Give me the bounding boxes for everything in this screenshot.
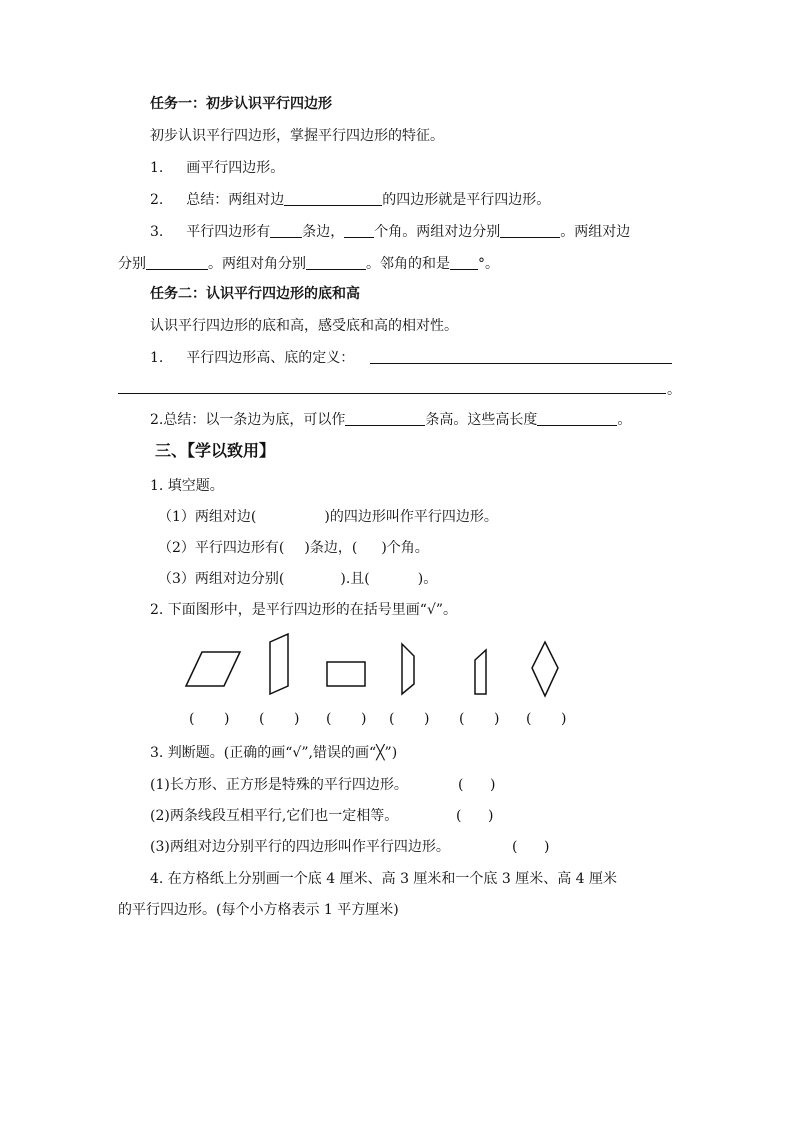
item-text: 。邻角的和是 — [366, 256, 450, 272]
item-number: 2. — [150, 192, 164, 208]
paren-close: ) — [294, 711, 300, 727]
item-text: 画平行四边形。 — [186, 160, 285, 176]
task1-item1 — [150, 158, 284, 178]
section3-title: 三、【学以致用】 — [155, 441, 276, 460]
task2-intro: 认识平行四边形的底和高，感受底和高的相对性。 — [150, 318, 458, 334]
item-text: 条高。这些高长度 — [425, 412, 538, 428]
paren-close: ) — [224, 711, 230, 727]
item-text: 个角。两组对边分别 — [374, 224, 501, 240]
fill-blank[interactable] — [345, 411, 425, 426]
paren-open: ( — [458, 777, 464, 793]
item-text: (1)长方形、正方形是特殊的平行四边形。 — [150, 777, 408, 793]
item-text: 分别 — [118, 256, 146, 272]
item-text: (3)两组对边分别平行的四边形叫作平行四边形。 — [150, 839, 450, 855]
q3-title: 3. 判断题。(正确的画“√”,错误的画“╳”) — [150, 745, 398, 761]
q1-item3 — [158, 569, 437, 589]
q3-item1 — [150, 775, 408, 795]
paren-close: ) — [361, 711, 367, 727]
q1-title: 1. 填空题。 — [150, 478, 224, 494]
task1-item2 — [150, 190, 550, 210]
item-text: °。 — [478, 256, 499, 272]
item-text: )。 — [417, 571, 438, 587]
paren-open: ( — [512, 839, 518, 855]
q4-line2: 的平行四边形。(每个小方格表示 1 平方厘米) — [118, 902, 399, 918]
task1-item3 — [150, 222, 630, 242]
item-text: (2)两条线段互相平行,它们也一定相等。 — [150, 808, 399, 824]
task2-title: 任务二：认识平行四边形的底和高 — [150, 286, 360, 302]
item-text: 条边， — [302, 224, 345, 240]
item-text: 平行四边形高、底的定义： — [186, 350, 355, 366]
q3-item3 — [150, 837, 450, 857]
q2-title: 2. 下面图形中，是平行四边形的在括号里画“√”。 — [150, 602, 458, 618]
paren-open: ( — [526, 711, 532, 727]
item-text: 。两组对边 — [560, 224, 631, 240]
fill-blank[interactable] — [450, 255, 478, 270]
paren-close: ) — [490, 777, 496, 793]
fill-blank[interactable] — [537, 411, 617, 426]
fill-blank[interactable] — [146, 255, 208, 270]
task1-title: 任务一：初步认识平行四边形 — [150, 96, 332, 112]
item-text: ).且( — [340, 571, 370, 587]
item-text: 平行四边形有 — [186, 224, 271, 240]
task2-item2 — [150, 410, 631, 430]
shape-trapezoid — [402, 644, 414, 694]
item-text: 2.总结：以一条边为底，可以作 — [150, 412, 346, 428]
paren-close: ) — [544, 839, 550, 855]
item-text: 。两组对角分别 — [208, 256, 306, 272]
item-text: )个角。 — [381, 540, 429, 556]
item-number: 1. — [150, 160, 164, 176]
item-text: )条边，( — [304, 540, 358, 556]
paren-open: ( — [326, 711, 332, 727]
paren-close: ) — [424, 711, 430, 727]
fill-blank[interactable] — [344, 223, 374, 238]
q1-item1 — [158, 507, 498, 527]
item-text: 。 — [617, 412, 632, 428]
fill-blank[interactable] — [270, 223, 302, 238]
q3-item2 — [150, 806, 398, 826]
period: 。 — [667, 382, 681, 398]
item-text: （1）两组对边( — [158, 509, 257, 525]
item-number: 1. — [150, 350, 164, 366]
paren-close: ) — [494, 711, 500, 727]
shape-parallelogram-tall — [270, 634, 288, 694]
paren-open: ( — [189, 711, 195, 727]
paren-open: ( — [459, 711, 465, 727]
paren-open: ( — [456, 808, 462, 824]
item-text: （2）平行四边形有( — [158, 540, 285, 556]
item-text: )的四边形叫作平行四边形。 — [324, 509, 498, 525]
fill-blank[interactable] — [306, 255, 366, 270]
definition-blank-line2[interactable] — [118, 393, 666, 394]
fill-blank[interactable] — [500, 223, 560, 238]
paren-open: ( — [389, 711, 395, 727]
fill-blank[interactable] — [284, 191, 382, 206]
shape-parallelogram-wide — [186, 652, 240, 686]
paren-open: ( — [259, 711, 265, 727]
item-text: （3）两组对边分别( — [158, 571, 285, 587]
item-number: 3. — [150, 224, 164, 240]
item-text: 总结：两组对边 — [186, 192, 285, 208]
shape-rhombus — [532, 642, 558, 696]
task1-intro: 初步认识平行四边形，掌握平行四边形的特征。 — [150, 128, 444, 144]
shape-rectangle — [327, 662, 365, 686]
shape-trapezoid-right — [475, 650, 486, 694]
q1-item2 — [158, 538, 429, 558]
shapes-figure — [180, 630, 580, 702]
definition-blank-line1[interactable] — [370, 363, 672, 364]
item-text: 的四边形就是平行四边形。 — [382, 192, 551, 208]
paren-close: ) — [488, 808, 494, 824]
task1-item3-cont — [118, 254, 499, 274]
paren-close: ) — [561, 711, 567, 727]
q4-line1: 4. 在方格纸上分别画一个底 4 厘米、高 3 厘米和一个底 3 厘米、高 4 厘米 — [150, 871, 618, 887]
task2-item1 — [150, 348, 354, 368]
